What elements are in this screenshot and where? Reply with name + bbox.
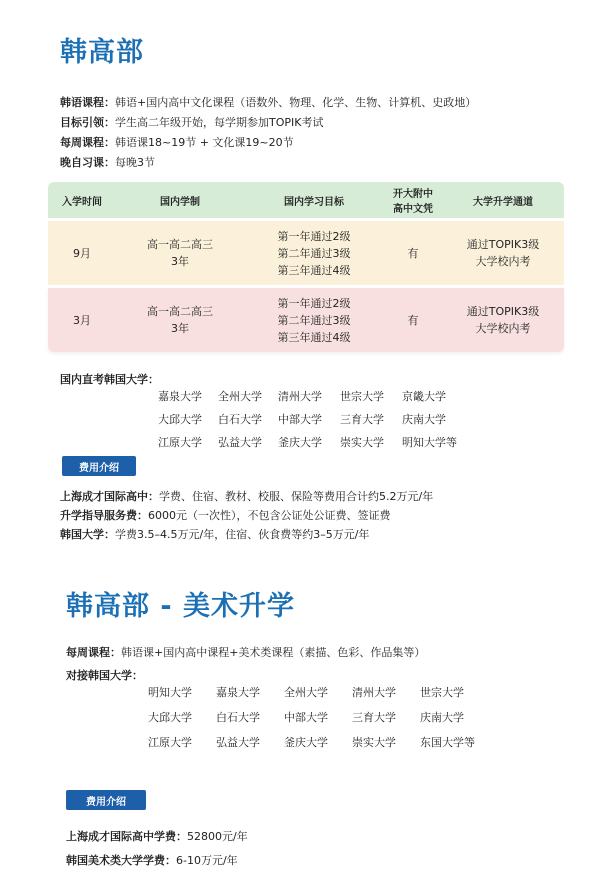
header-domestic-system: 国内学制 (160, 196, 200, 208)
table-header-row (48, 182, 564, 218)
list-item: 庆南大学 (420, 711, 464, 724)
table-row (48, 288, 564, 352)
info-line-weekly: 每周课程：韩语课18~19节 + 文化课19~20节 (60, 136, 294, 149)
university-list (148, 684, 490, 750)
list-item: 三育大学 (352, 711, 396, 724)
list-item: 京畿大学 (402, 390, 446, 403)
list-item: 中部大学 (284, 711, 328, 724)
list-item: 明知大学 (148, 686, 192, 699)
fee-line-school-tuition: 上海成才国际高中学费：52800元/年 (66, 830, 248, 843)
fee-line-service: 升学指导服务费：6000元（一次性），不包含公证处公证费、签证费 (60, 509, 391, 522)
list-item: 大邱大学 (158, 413, 202, 426)
fee-line-korea-university: 韩国大学：学费3.5–4.5万元/年，住宿、伙食费等约3–5万元/年 (60, 528, 370, 541)
info-line-goal: 目标引领：学生高二年级开始，每学期参加TOPIK考试 (60, 116, 324, 129)
cell-diploma: 有 (407, 314, 419, 327)
header-enroll-time: 入学时间 (62, 196, 102, 208)
table-row (48, 221, 564, 285)
list-item: 世宗大学 (420, 686, 464, 699)
header-diploma: 开大附中 高中文凭 (393, 189, 433, 215)
fee-line-school: 上海成才国际高中：学费、住宿、教材、校服、保险等费用合计约5.2万元/年 (60, 490, 434, 503)
info-line-course: 韩语课程：韩语+国内高中文化课程（语数外、物理、化学、生物、计算机、史政地） (60, 96, 477, 109)
list-item: 庆南大学 (402, 413, 446, 426)
list-item: 全州大学 (218, 390, 262, 403)
header-domestic-goal: 国内学习目标 (284, 196, 344, 208)
list-item: 嘉泉大学 (216, 686, 260, 699)
info-line-weekly-art: 每周课程：韩语课+国内高中课程+美术类课程（素描、色彩、作品集等） (66, 646, 426, 659)
cell-diploma: 有 (407, 247, 419, 260)
cell-goals: 第一年通过2级 第二年通过3级 第三年通过4级 (277, 296, 351, 344)
info-line-evening: 晚自习课：每晚3节 (60, 156, 155, 169)
university-list-label: 对接韩国大学： (66, 669, 143, 682)
list-item: 崇实大学 (352, 736, 396, 749)
cell-channel: 通过TOPIK3级 大学校内考 (466, 238, 540, 268)
list-item: 江原大学 (158, 436, 202, 449)
list-item: 三育大学 (340, 413, 384, 426)
list-item: 东国大学等 (420, 736, 475, 749)
university-list-label: 国内直考韩国大学： (60, 373, 159, 386)
cell-time: 3月 (73, 314, 91, 327)
list-item: 大邱大学 (148, 711, 192, 724)
university-list (158, 388, 472, 450)
enrollment-table (48, 182, 564, 352)
list-item: 弘益大学 (218, 436, 262, 449)
fee-line-art-university: 韩国美术类大学学费：6-10万元/年 (66, 854, 238, 867)
cell-system: 高一高二高三 3年 (147, 305, 213, 335)
section2-title: 韩高部 - 美术升学 (66, 591, 296, 622)
list-item: 嘉泉大学 (158, 390, 202, 403)
list-item: 白石大学 (216, 711, 260, 724)
cell-channel: 通过TOPIK3级 大学校内考 (466, 305, 540, 335)
list-item: 弘益大学 (216, 736, 260, 749)
fee-intro-badge: 费用介绍 (66, 790, 146, 810)
cell-time: 9月 (73, 247, 91, 260)
section1-title: 韩高部 (60, 37, 144, 68)
cell-system: 高一高二高三 3年 (147, 238, 213, 268)
list-item: 清州大学 (352, 686, 396, 699)
list-item: 世宗大学 (340, 390, 384, 403)
list-item: 白石大学 (218, 413, 262, 426)
list-item: 釜庆大学 (278, 436, 322, 449)
list-item: 明知大学等 (402, 436, 457, 449)
fee-intro-badge: 费用介绍 (62, 456, 136, 476)
header-university-channel: 大学升学通道 (473, 196, 533, 208)
list-item: 中部大学 (278, 413, 322, 426)
list-item: 清州大学 (278, 390, 322, 403)
list-item: 全州大学 (284, 686, 328, 699)
cell-goals: 第一年通过2级 第二年通过3级 第三年通过4级 (277, 229, 351, 277)
list-item: 釜庆大学 (284, 736, 328, 749)
list-item: 江原大学 (148, 736, 192, 749)
list-item: 崇实大学 (340, 436, 384, 449)
